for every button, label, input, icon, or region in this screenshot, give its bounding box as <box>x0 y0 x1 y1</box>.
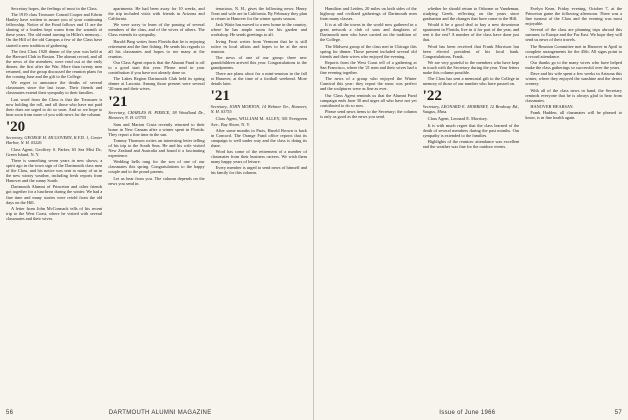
right-column-3 <box>525 6 622 404</box>
left-column-2 <box>108 6 204 404</box>
paragraph: There is something seven years in new shows; a spirit ago in the town sign of the Dartmouth class men of the Class, and his notice was sent to many of us in the new wintry weather, including fresh reports from Hanover and the sunny South. <box>6 158 103 184</box>
paragraph: Word has been received that Frank Morrison has been elected president of his local bank. Congratulations, Frank. <box>422 43 520 59</box>
paragraph: The first Class 1920 dinner of the year was held at the Harvard Club in Boston. The alumni record, and all the news of the members, were read out at the early dinner, the first after the War. More than twenty men returned, and the group discussed the reunion plans for the coming June and the gift to the College. <box>6 48 103 79</box>
paragraph: Let us hear from you. The column depends on the news you send in. <box>108 175 205 186</box>
paragraph: Several of the class are planning trips abroad this summer, to Europe and the Far East. We hope they will send us news of their travels. <box>525 27 623 43</box>
class-heading <box>108 95 204 120</box>
paragraph: We were sorry to learn of the passing of several members of the class, and of the wives of others. The Class extends its sympathy. <box>108 22 205 38</box>
left-column-3 <box>211 6 307 404</box>
paragraph: Dartmouth Alumni of Princeton and other friends got together for a luncheon during the winter. We had a fine time and many stories were retold from the old days on the Hill. <box>6 184 103 205</box>
right-footer <box>320 410 622 416</box>
paragraph: apartments. He had been away for 10 weeks, and the trip included visits with friends in Arizona and California. <box>108 6 205 22</box>
paragraph: Hamilton and Leiden, 20 miles on both sides of the highway and civilized gatherings of Dartmouth men from many classes. <box>320 6 417 22</box>
paragraph: tenacious, N. H., gives the following news: Henry Treat and wife are in California. By February they plan to return to Hanover for the winter sports season. <box>210 6 307 22</box>
paragraph: Tommy Thomson writes an interesting letter telling of his trip to the South Seas. He and his wife visited New Zealand and Australia and found it a fascinating experience. <box>108 137 205 158</box>
paragraph: A letter from John McCormack tells of his recent trip to the West Coast, where he visited with several classmates and their wives. <box>6 205 103 221</box>
class-officer: Secretary, GEORGE H. MCGOVERN, R.F.D. 1, Center Harbor, N. H. 03226 <box>6 134 103 145</box>
class-officer: Secretary, CHARLES H. PIERCE, 58 Woodland Dr., Hanover, N. H. 03755 <box>108 109 205 120</box>
class-year: '20 <box>6 118 26 135</box>
paragraph: Sam and Marion Costa recently returned to their home in New Canaan after a winter spent in Florida. They report a fine time in the sun. <box>108 121 205 137</box>
paragraph: Every member is urged to send news of himself and his family for this column. <box>210 165 307 176</box>
paragraph: Harold Berg writes from Florida that he is enjoying retirement and the fine fishing. He sends his regards to all his classmates and hopes to see many at the reunion. <box>108 38 205 59</box>
paragraph: With all of the class news in hand, the Secretary reminds everyone that he is always glad to hear from classmates. <box>525 87 623 103</box>
paragraph: Irving Frost writes from Vermont that he is still active in local affairs and hopes to be at the next reunion. <box>210 38 307 54</box>
right-column-1 <box>320 6 417 404</box>
right-column-2 <box>423 6 520 404</box>
paragraph: Our Class Agent reports that the Alumni Fund is off to a good start this year. Please send in your contribution if you have not already done so. <box>108 60 205 76</box>
paragraph: Reports from the West Coast tell of a gathering at San Francisco, where the '21 men and their wives had a fine evening together. <box>320 60 417 76</box>
class-officer: Secretary, JOHN MORTON, 14 Webster Ter., Hanover, N. H. 03755 <box>210 104 307 115</box>
paragraph: It is at all the towns in the world now gathered in a great network a club of sons and daughters of Dartmouth men who have carried on the tradition of the College. <box>320 22 417 43</box>
paragraph: The news of one of our group: three new grandchildren arrived this year. Congratulations to the grandparents. <box>210 54 307 71</box>
paragraph: Word has come of the retirement of a number of classmates from their business careers. We wish them many happy years of leisure. <box>210 149 307 165</box>
magazine-title: DARTMOUTH ALUMNI MAGAZINE <box>108 410 212 416</box>
paragraph: We are very grateful to the members who have kept in touch with the Secretary during the year. Your letters make this column possible. <box>422 60 520 76</box>
paragraph: The Class has sent a memorial gift to the College in memory of those of our number who have passed on. <box>422 76 520 87</box>
paragraph: The Reunion Committee met in Hanover in April to complete arrangements for the 45th. All signs point to a record attendance. <box>525 43 623 59</box>
page-number-right: 57 <box>614 410 622 416</box>
paragraph: Class Agent, WILLIAM M. ALLEY, 301 Evergreen Ave., Bay Shore, N. Y. <box>210 116 307 127</box>
paragraph: Please send news items to the Secretary; the column is only as good as the news you send. <box>320 109 417 120</box>
right-page <box>314 0 628 420</box>
paragraph: Evelyn Kean, Friday evening, October 7, at the Princeton game the following afternoon. There was a fine turnout of the Class and the evening was most enjoyable. <box>525 6 623 27</box>
page-number-left: 56 <box>6 410 14 416</box>
paragraph: The Lakes Region Dartmouth Club held its spring dinner at Laconia. Among those present were several '20 men and their wives. <box>108 76 205 92</box>
paragraph: Our thanks go to the many wives who have helped make the class gatherings so successful over the years. <box>525 60 623 71</box>
paragraph: Class Agent, Leonard E. Morrisey. <box>427 116 488 122</box>
paragraph: Jack Waite has moved to a new home in the country, where he has ample room for his garden and workshop. He sends greetings to all. <box>210 22 307 38</box>
class-year: '21 <box>108 93 128 110</box>
class-year: '21 <box>210 88 230 105</box>
class-year: '22 <box>422 88 442 105</box>
paragraph: Frank Hadden, all classmates will be pleased to know, is in fine health again. <box>525 110 623 121</box>
paragraph: Would it be a good deal to buy a new downtown apartment in Florida, live in it for part of the year, and rent it the rest? A number of the class have done just that. <box>422 22 520 43</box>
issue-date: Issue of June 1966 <box>439 410 496 416</box>
paragraph: We regret to announce the deaths of several classmates since the last issue. Their friends and classmates extend their sympathy to their families. <box>6 80 103 96</box>
paragraph: After some months in Paris, Harold Brown is back in Concord. The Orange Fund office reports that its campaign is well under way and the class is doing its share. <box>210 127 307 148</box>
class-heading <box>423 89 520 114</box>
paragraph: There are plans afoot for a mini-reunion in the fall at Hanover, at the time of a football weekend. More details later. <box>210 71 307 87</box>
paragraph: Our Class Agent reminds us that the Alumni Fund campaign ends June 30 and urges all who have not yet contributed to do so now. <box>320 92 417 108</box>
paragraph: Wedding bells rang for the son of one of our classmates this spring. Congratulations to the happy couple and to the proud parents. <box>108 159 205 175</box>
right-columns <box>320 6 622 404</box>
paragraph: whether he should return to Osborne or Vandeman, studying Greek, reflecting on the years since graduation and the changes that have come to the Hill. <box>422 6 520 22</box>
paragraph: HANOVER HEARSAY: <box>530 103 574 109</box>
paragraph: The news of a group who enjoyed the Winter Carnival this year: they report the snow was perfect and the sculptures were as fine as ever. <box>320 76 417 92</box>
paragraph: Class Agent, Geoffrey S. Parker, 65 Sea Mist Dr., Green Island, N. Y. <box>6 146 103 157</box>
paragraph: Dave and his wife spent a few weeks in Arizona this winter, where they enjoyed the sunshine and the desert scenery. <box>525 71 623 87</box>
paragraph: The 1919 class Treasurer Conrad Cooper and Edwin Hanley have written to assure you of your continuing fellowship. Notice of the Fund follows and 11 are the sharing of a burden kept warm from the warmth of these years. The old mind turning in Hiller's memory... On the Hill of the old Campus a few of the Class have started a new tradition of gathering. <box>6 12 103 48</box>
class-heading <box>211 89 307 114</box>
paragraph: It is with much regret that the class learned of the death of several members during the past months. Our sympathy is extended to the families. <box>422 122 520 138</box>
class-officer: Secretary, LEONARD E. MORRISEY, 12 Brodway Rd., Saugus, Mass. <box>422 104 520 115</box>
paragraph: Highlights of the reunion: attendance was excellent and the weather was fine for the outdoor events. <box>422 139 520 150</box>
paragraph: Last word from the Class is that the Treasurer is now holding the roll, and all those who have not paid their dues are urged to do so soon. And so we hope to hear soon from more of you with news for the column. <box>6 96 103 117</box>
paragraph: Secretary hopes, the feelings of most in the Class. <box>11 6 98 11</box>
class-heading <box>6 120 102 145</box>
left-columns <box>6 6 307 404</box>
left-column-1 <box>6 6 102 404</box>
left-footer <box>6 410 307 416</box>
paragraph: The Midwest group of the class met in Chicago this spring for dinner. Those present included several old friends and their wives who enjoyed the evening. <box>320 43 417 59</box>
